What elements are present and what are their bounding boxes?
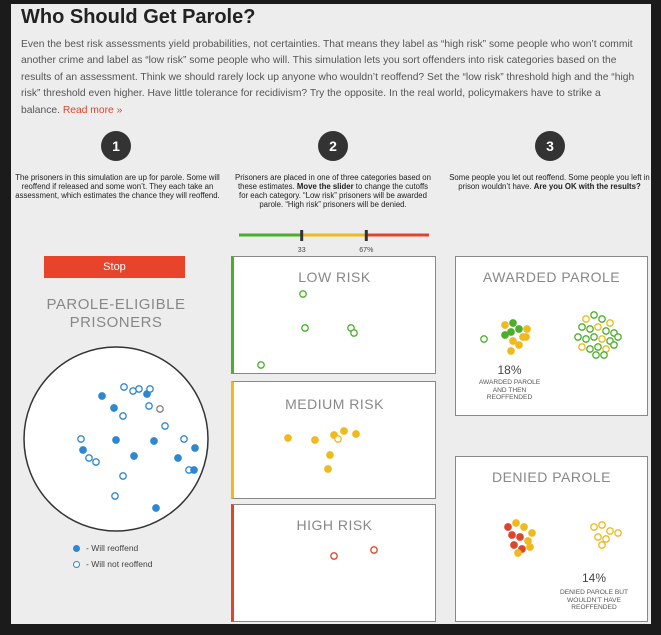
denied-dot <box>515 550 521 556</box>
awarded-dot <box>593 352 599 358</box>
legend-reoffend <box>73 540 152 556</box>
slider-low-label: 33 <box>297 247 306 254</box>
medium-risk-dot <box>341 428 347 434</box>
prisoner-dot <box>112 493 118 499</box>
prisoner-dot <box>181 436 187 442</box>
prisoner-dot <box>99 393 105 399</box>
denied-dot <box>603 536 609 542</box>
prisoner-dot <box>146 403 152 409</box>
pool-title: PAROLE-ELIGIBLE PRISONERS <box>46 296 186 331</box>
legend-not-reoffend-label: - Will not reoffend <box>86 559 153 569</box>
medium-risk-dots <box>234 382 434 498</box>
awarded-dot <box>595 324 601 330</box>
low-risk-dot <box>258 362 264 368</box>
high-risk-dot <box>371 547 377 553</box>
awarded-label-line-2: AND THEN <box>492 386 527 394</box>
awarded-reoffend-label <box>456 379 563 402</box>
step-2-text-part-2: to change the cutoffs for each category. “Low risk” prisoners will be awarded parole. “High risk” prisoners will be denied. <box>239 182 429 209</box>
step-2-text-part: Prisoners are placed in one of three categories based on these estimates. <box>235 173 431 191</box>
awarded-dot <box>587 346 593 352</box>
step-2-text-bold: Move the slider <box>296 182 354 191</box>
low-risk-dots <box>234 257 434 373</box>
awarded-dot <box>591 334 597 340</box>
prisoner-dot <box>147 386 153 392</box>
step-3-text <box>448 173 651 191</box>
denied-dot <box>595 534 601 540</box>
awarded-dot <box>599 316 605 322</box>
medium-risk-panel <box>231 381 436 499</box>
awarded-dot <box>603 328 609 334</box>
prisoner-dot <box>175 455 181 461</box>
prisoner-dot <box>192 445 198 451</box>
prisoner-dot <box>93 459 99 465</box>
awarded-dot <box>575 334 581 340</box>
slider-high-label: 67% <box>359 247 374 254</box>
denied-parole-title: DENIED PAROLE <box>491 469 612 485</box>
denied-dot <box>591 524 597 530</box>
awarded-dot <box>523 334 529 340</box>
page-title: Who Should Get Parole? <box>21 6 256 28</box>
awarded-label-line-3: REOFFENDED <box>486 394 533 401</box>
high-risk-panel <box>231 504 436 622</box>
risk-cutoff-slider[interactable] <box>239 230 429 256</box>
denied-label-line-3: REOFFENDED <box>571 604 617 611</box>
denied-dot <box>599 542 605 548</box>
prisoner-pool <box>23 346 209 532</box>
denied-dot <box>505 524 511 530</box>
awarded-parole-panel <box>455 256 648 416</box>
high-risk-dots <box>234 505 434 621</box>
awarded-dot <box>579 324 585 330</box>
stop-button[interactable]: Stop <box>44 256 185 278</box>
denied-not-reoffend-label <box>544 589 644 612</box>
prisoner-dot <box>136 386 142 392</box>
prisoner-dot <box>131 453 137 459</box>
awarded-dot <box>516 326 522 332</box>
prisoner-dot <box>191 467 197 473</box>
denied-dot <box>529 530 535 536</box>
intro-text: Even the best risk assessments yield probabilities, not certainties. That means they label as “high risk” some people who won’t commit another crime and label as “low risk” some people who will. This simulation lets you sort offenders into risk categories based on the results of an assessment. Think we should rarely lock up anyone who wouldn’t reoffend? Set the “low risk” threshold high and the “high risk” threshold even higher. Have little tolerance for recidivism? Try the opposite. In the real world, policymakers have to strike a balance. <box>21 39 635 116</box>
awarded-label-line-1: AWARDED PAROLE <box>478 379 541 386</box>
awarded-dot <box>583 336 589 342</box>
denied-dot <box>521 524 527 530</box>
awarded-dot <box>591 312 597 318</box>
denied-dot <box>513 520 519 526</box>
awarded-parole-title: AWARDED PAROLE <box>482 269 621 285</box>
awarded-dot <box>587 326 593 332</box>
hollow-dot-icon <box>73 561 80 568</box>
low-risk-dot <box>351 330 357 336</box>
step-2-text <box>235 173 431 209</box>
step-3-text-part: Some people you let out reoffend. Some people you left in prison wouldn’t have. <box>449 173 650 191</box>
denied-parole-panel <box>455 456 648 622</box>
step-2-badge: 2 <box>318 131 348 161</box>
awarded-dot <box>516 342 522 348</box>
legend-reoffend-label: - Will reoffend <box>86 543 139 553</box>
denied-not-reoffend-percent: 14% <box>581 571 607 585</box>
awarded-dot <box>524 326 530 332</box>
prisoner-dot <box>121 384 127 390</box>
awarded-dot <box>607 320 613 326</box>
low-risk-dot <box>302 325 308 331</box>
denied-label-line-1: DENIED PAROLE BUT <box>559 589 629 596</box>
prisoner-dot <box>157 406 163 412</box>
prisoner-dot <box>120 473 126 479</box>
denied-dot <box>511 542 517 548</box>
high-risk-title: HIGH RISK <box>296 517 373 533</box>
awarded-dot <box>583 316 589 322</box>
low-risk-title: LOW RISK <box>298 269 371 285</box>
awarded-dot <box>481 336 487 342</box>
medium-risk-dot <box>325 466 331 472</box>
medium-risk-title: MEDIUM RISK <box>285 396 384 412</box>
medium-risk-dot <box>327 452 333 458</box>
awarded-dot <box>502 332 508 338</box>
legend <box>73 540 152 572</box>
awarded-dot <box>579 344 585 350</box>
prisoner-dot <box>113 437 119 443</box>
prisoner-dot <box>111 405 117 411</box>
awarded-dot <box>510 338 516 344</box>
prisoner-dot <box>86 455 92 461</box>
high-risk-dot <box>331 553 337 559</box>
denied-dot <box>509 532 515 538</box>
medium-risk-dot <box>312 437 318 443</box>
filled-dot-icon <box>73 545 80 552</box>
low-risk-dot <box>300 291 306 297</box>
awarded-dot <box>508 348 514 354</box>
denied-dot <box>527 544 533 550</box>
prisoner-dot <box>80 447 86 453</box>
slider-low-handle[interactable] <box>300 230 303 241</box>
slider-high-handle[interactable] <box>365 230 368 241</box>
prisoner-dot <box>162 423 168 429</box>
step-1-text: The prisoners in this simulation are up for parole. Some will reoffend if released and some won’t. They each take an assessment, which estimates the chance they will reoffend. <box>15 173 220 200</box>
prisoner-dot <box>153 505 159 511</box>
awarded-dot <box>611 342 617 348</box>
prisoner-dot <box>151 438 157 444</box>
medium-risk-dot <box>335 436 341 442</box>
denied-dot <box>599 522 605 528</box>
awarded-reoffend-percent: 18% <box>497 363 522 377</box>
medium-risk-dot <box>353 431 359 437</box>
simulation-page <box>11 4 651 624</box>
awarded-dot <box>510 320 516 326</box>
legend-not-reoffend <box>73 556 152 572</box>
step-1-badge: 1 <box>101 131 131 161</box>
step-3-text-bold: Are you OK with the results? <box>533 182 641 191</box>
prisoner-dot <box>78 436 84 442</box>
awarded-dot <box>595 344 601 350</box>
denied-label-line-2: WOULDN’T HAVE <box>567 596 621 604</box>
step-3-badge: 3 <box>535 131 565 161</box>
awarded-dot <box>599 336 605 342</box>
low-risk-panel <box>231 256 436 374</box>
awarded-dot <box>615 334 621 340</box>
denied-dot <box>517 534 523 540</box>
denied-dot <box>607 528 613 534</box>
denied-dot <box>615 530 621 536</box>
read-more-link[interactable]: Read more » <box>62 104 123 116</box>
prisoner-dot <box>120 413 126 419</box>
intro-paragraph <box>21 37 641 119</box>
awarded-dot <box>601 352 607 358</box>
awarded-dot <box>502 322 508 328</box>
medium-risk-dot <box>285 435 291 441</box>
